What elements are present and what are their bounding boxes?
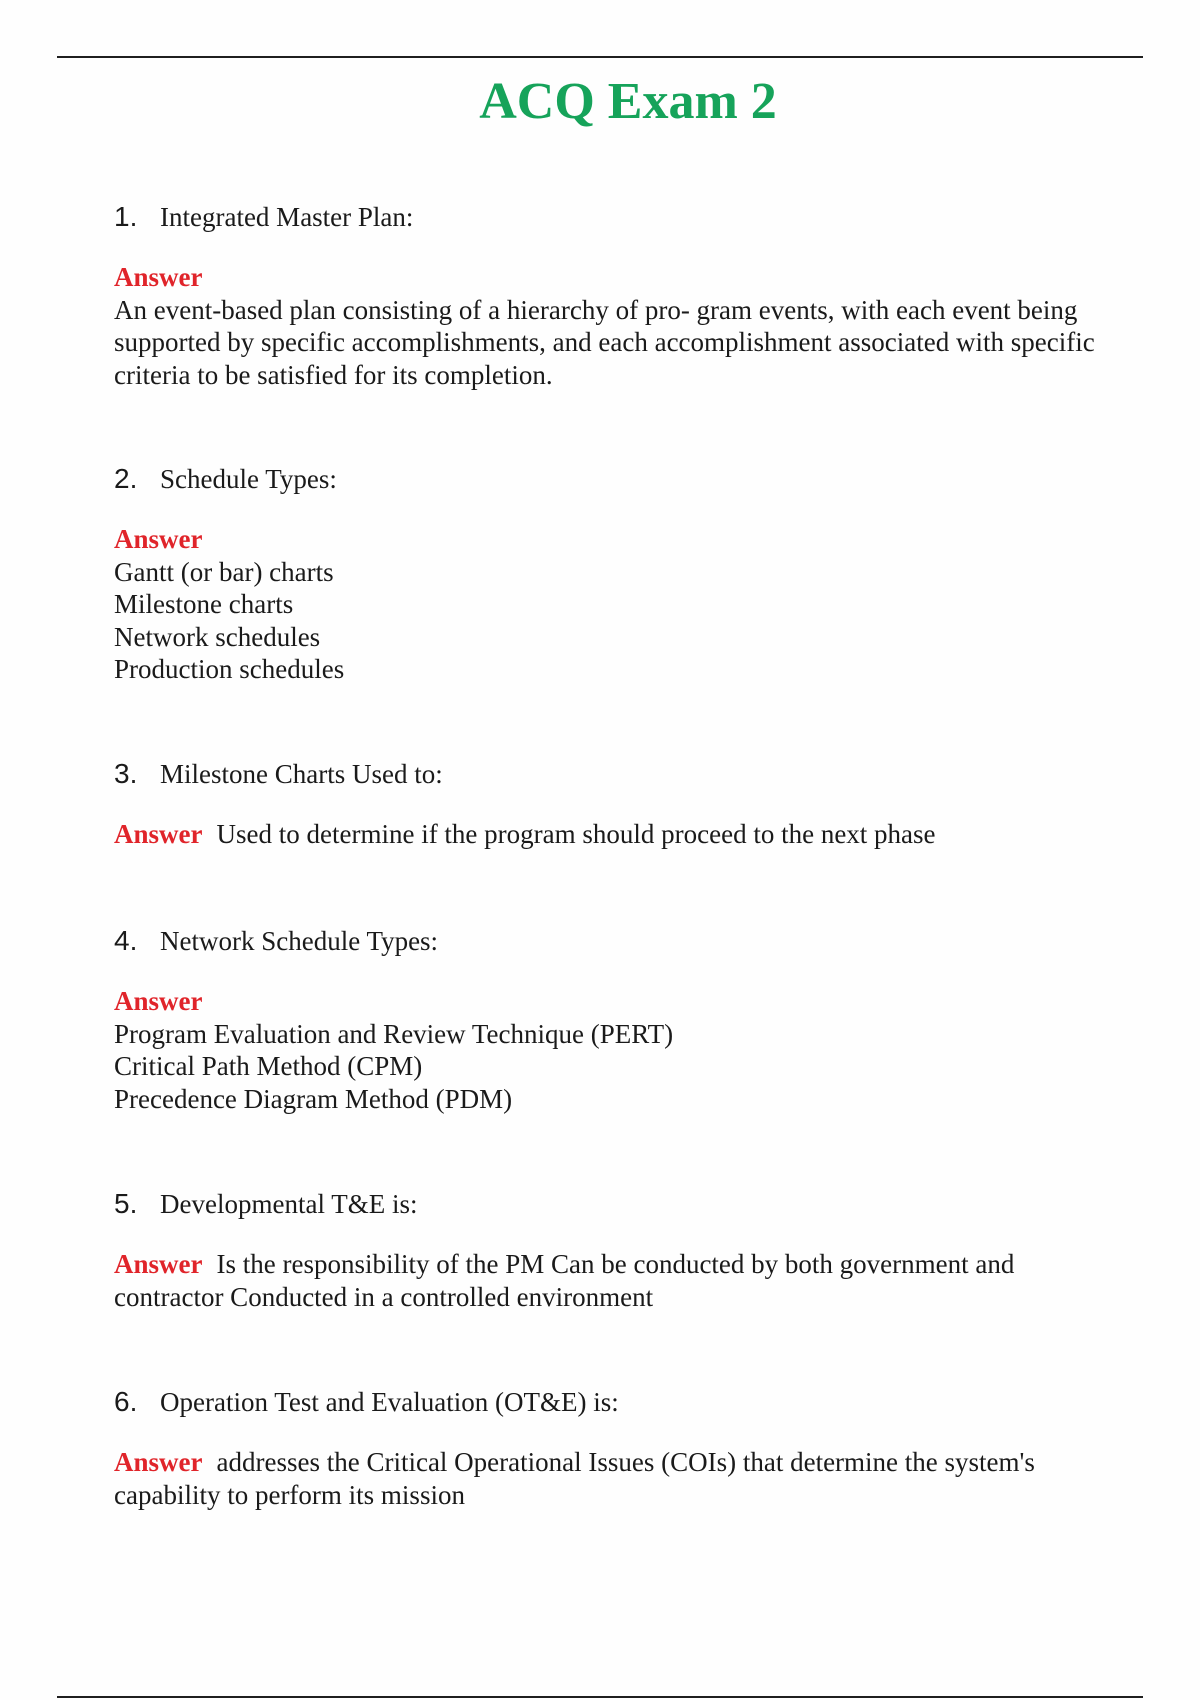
question-number: 6. <box>114 1386 138 1417</box>
answer-label: Answer <box>114 1447 203 1477</box>
question-item-1 <box>114 200 1134 391</box>
answer-line: capability to perform its mission <box>114 1479 465 1510</box>
question-item-5 <box>114 1187 1134 1313</box>
answer-line: Program Evaluation and Review Technique (PERT) <box>114 1018 674 1049</box>
answer-block <box>114 523 1134 686</box>
answer-label: Answer <box>114 819 203 849</box>
question-heading <box>114 462 1134 496</box>
answer-line: supported by specific accomplishments, and each accomplishment associated with specific <box>114 327 1095 357</box>
answer-line: Critical Path Method (CPM) <box>114 1051 423 1081</box>
question-number: 4. <box>114 925 138 956</box>
question-heading <box>114 200 1134 234</box>
question-heading <box>114 757 1134 791</box>
answer-label: Answer <box>114 262 203 292</box>
question-item-2 <box>114 462 1134 686</box>
answer-line: criteria to be satisfied for its completion. <box>114 359 553 390</box>
question-number: 2. <box>114 463 138 494</box>
answer-line: An event-based plan consisting of a hierarchy of pro- gram events, with each event being <box>114 294 1078 325</box>
answer-line: Precedence Diagram Method (PDM) <box>114 1083 513 1114</box>
answer-text: Is the responsibility of the PM Can be conducted by both government and <box>216 1249 1015 1279</box>
question-item-6 <box>114 1385 1134 1511</box>
answer-line <box>114 818 1134 851</box>
question-text: Schedule Types: <box>160 464 337 494</box>
answer-label: Answer <box>114 986 203 1016</box>
question-heading <box>114 1187 1134 1221</box>
bottom-rule <box>57 1696 1143 1698</box>
answer-line: Production schedules <box>114 654 345 684</box>
question-text: Milestone Charts Used to: <box>160 759 443 789</box>
question-text: Integrated Master Plan: <box>160 202 414 232</box>
question-heading <box>114 1385 1134 1419</box>
answer-line: Network schedules <box>114 621 321 652</box>
answer-text: addresses the Critical Operational Issues (COIs) that determine the system's <box>216 1447 1035 1477</box>
answer-text: Used to determine if the program should proceed to the next phase <box>216 819 936 849</box>
answer-line <box>114 1446 1134 1479</box>
question-text: Developmental T&E is: <box>160 1189 418 1219</box>
answer-block <box>114 985 1134 1115</box>
question-number: 1. <box>114 201 138 232</box>
answer-line <box>114 1248 1134 1281</box>
top-rule <box>57 56 1143 58</box>
question-number: 5. <box>114 1188 138 1219</box>
question-item-4 <box>114 924 1134 1115</box>
answer-block <box>114 1248 1134 1313</box>
answer-line: Gantt (or bar) charts <box>114 556 334 587</box>
question-number: 3. <box>114 758 138 789</box>
answer-label: Answer <box>114 524 203 554</box>
question-heading <box>114 924 1134 958</box>
answer-block <box>114 261 1134 391</box>
answer-line: Milestone charts <box>114 589 294 619</box>
answer-block <box>114 1446 1134 1511</box>
question-text: Operation Test and Evaluation (OT&E) is: <box>160 1387 619 1417</box>
question-text: Network Schedule Types: <box>160 926 439 956</box>
answer-label: Answer <box>114 1249 203 1279</box>
document-title: ACQ Exam 2 <box>479 73 777 130</box>
answer-line: contractor Conducted in a controlled environment <box>114 1281 654 1312</box>
question-item-3 <box>114 757 1134 851</box>
answer-block <box>114 818 1134 851</box>
